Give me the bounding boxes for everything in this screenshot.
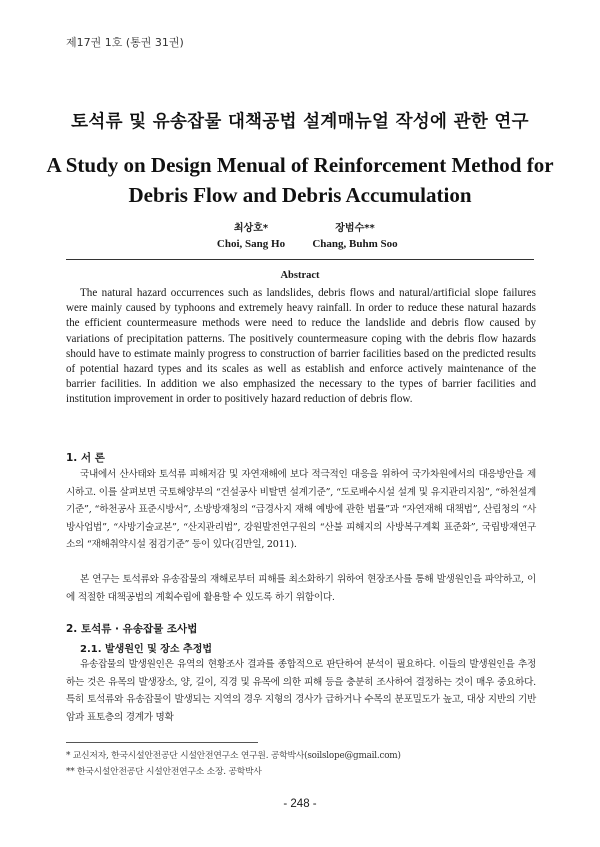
footnote-1: * 교신저자, 한국시설안전공단 시설안전연구소 연구원. 공학박사(soilslope@gmail.com)	[66, 751, 401, 761]
footnote-2: ** 한국시설안전공단 시설안전연구소 소장. 공학박사	[66, 767, 262, 777]
author-1-name-english: Choi, Sang Ho	[216, 238, 286, 250]
author-2-name-korean: 장범수**	[335, 223, 375, 234]
section-2-heading: 2. 토석류 · 유송잡물 조사법	[66, 623, 198, 635]
abstract-heading: Abstract	[280, 270, 320, 281]
author-1	[196, 222, 306, 252]
author-2	[300, 222, 410, 252]
abstract-body: The natural hazard occurrences such as landslides, debris flows and natural/artificial slope failures were mainly caused by typhoons and extremely heavy rainfall. In order to reduce these natural hazards the efficient countermeasure methods were need to reduce the landslide and debris flow caused by variations of precipitation patterns. The positively countermeasure coping with the debris flow hazards should have to estimate mainly progress to construction of barrier facilities based on the predicted results of potential hazard types and its scales as well as establish and enforce actively maintenance of the barrier facilities. In addition we also emphasized the necessary to the types of barrier facilities and institution improvement in order to positively hazard reduction of debris flow.	[66, 287, 536, 406]
title-english-line-1: A Study on Design Menual of Reinforcement Method for	[46, 153, 554, 177]
section-1-paragraph-2: 본 연구는 토석류와 유송잡물의 재해로부터 피해를 최소화하기 위하여 현장조사를 통해 발생원인을 파악하고, 이에 적절한 대책공법의 계획수립에 활용할 수 있도록 하기 위함이다.	[66, 574, 536, 603]
author-1-name-korean: 최상호*	[233, 223, 269, 234]
header-divider	[66, 259, 534, 260]
author-block	[0, 222, 600, 262]
section-2-1-heading: 2.1. 발생원인 및 장소 추정법	[80, 644, 213, 655]
title-english	[30, 150, 570, 210]
title-english-line-2: Debris Flow and Debris Accumulation	[128, 183, 472, 207]
journal-volume-header: 제17권 1호 (통권 31권)	[66, 36, 184, 49]
page-number: - 248 -	[283, 798, 317, 810]
footnote-divider	[66, 742, 258, 743]
section-2-1-paragraph-1: 유송잡물의 발생원인은 유역의 현황조사 결과를 종합적으로 판단하여 분석이 필요하다. 이들의 발생원인을 추정하는 것은 유목의 발생장소, 양, 길이, 직경 및 유목에 의한 피해 등을 충분히 조사하여 결정하는 것이 매우 중요하다. 특히 토석류와 유송잡물이 발생되는 지역의 경우 지형의 경사가 급하거나 수목의 분포밀도가 높고, 대상 지반의 기반암과 표토층의 경계가 명확	[66, 659, 536, 723]
author-2-name-english: Chang, Buhm Soo	[312, 238, 398, 250]
section-1-paragraph-1: 국내에서 산사태와 토석류 피해저감 및 자연재해에 보다 적극적인 대응을 위하여 국가차원에서의 대응방안을 제시하고. 이를 살펴보면 국토해양부의 “건설공사 비탈면 설계기준”, “도로배수시설 설계 및 유지관리지침”, “하천설계기준”, “하천공사 표준시방서”, 소방방재청의 “급경사지 재해 예방에 관한 법률”과 “자연재해 대책법”, 산림청의 “사방사업법”, “사방기술교본”, “산지관리법”, 강원발전연구원의 “산불 피해지의 사방복구계획 표준화”, 국립방재연구소의 “재해취약시설 점검기준” 등이 있다(김만일, 2011).	[66, 469, 536, 551]
title-korean: 토석류 및 유송잡물 대책공법 설계매뉴얼 작성에 관한 연구	[71, 112, 529, 132]
section-1-heading: 1. 서 론	[66, 452, 105, 464]
